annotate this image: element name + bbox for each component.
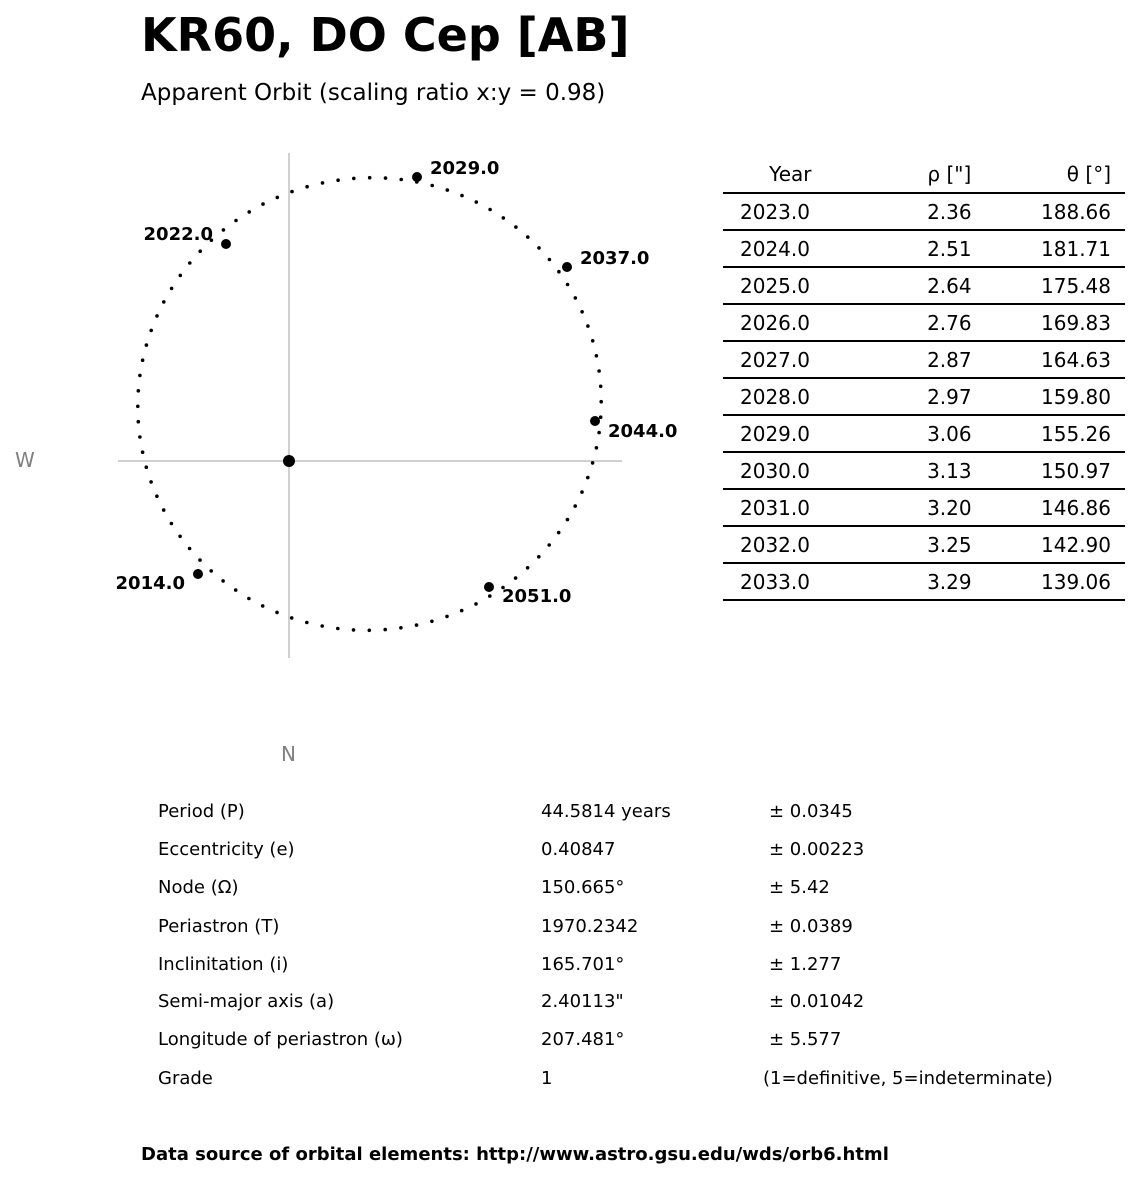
year-cell: 2023.0 (723, 193, 858, 230)
element-error: ± 0.0389 (769, 916, 853, 937)
position-angle-column-header: θ [°] (1041, 155, 1125, 193)
year-cell: 2032.0 (723, 526, 858, 563)
data-source-note: Data source of orbital elements: http://www.astro.gsu.edu/wds/orb6.html (141, 1144, 889, 1165)
element-row (0, 1068, 1141, 1098)
separation-cell: 3.13 (858, 452, 1041, 489)
element-name: Eccentricity (e) (158, 839, 295, 860)
position-angle-cell: 159.80 (1041, 378, 1125, 415)
element-row (0, 801, 1141, 831)
separation-column-header: ρ ["] (858, 155, 1041, 193)
separation-cell: 2.87 (858, 341, 1041, 378)
element-row (0, 839, 1141, 869)
epoch-label: 2044.0 (608, 421, 678, 442)
element-error: ± 0.00223 (769, 839, 865, 860)
west-direction-label: W (15, 448, 35, 472)
position-angle-cell: 181.71 (1041, 230, 1125, 267)
epoch-label: 2037.0 (580, 248, 650, 269)
element-name: Period (P) (158, 801, 245, 822)
position-angle-cell: 142.90 (1041, 526, 1125, 563)
year-cell: 2026.0 (723, 304, 858, 341)
element-error: ± 0.01042 (769, 991, 865, 1012)
year-cell: 2025.0 (723, 267, 858, 304)
year-cell: 2028.0 (723, 378, 858, 415)
page-title: KR60, DO Cep [AB] (141, 8, 630, 62)
element-row (0, 1029, 1141, 1059)
element-value: 207.481° (541, 1029, 625, 1050)
separation-cell: 3.25 (858, 526, 1041, 563)
year-cell: 2031.0 (723, 489, 858, 526)
element-value: 165.701° (541, 954, 625, 975)
element-error: ± 0.0345 (769, 801, 853, 822)
epoch-label: 2022.0 (143, 224, 213, 245)
year-cell: 2029.0 (723, 415, 858, 452)
position-angle-cell: 146.86 (1041, 489, 1125, 526)
element-error: (1=definitive, 5=indeterminate) (763, 1068, 1053, 1089)
position-angle-cell: 139.06 (1041, 563, 1125, 600)
element-row (0, 916, 1141, 946)
element-name: Periastron (T) (158, 916, 280, 937)
element-value: 2.40113" (541, 991, 624, 1012)
epoch-label: 2051.0 (502, 586, 572, 607)
year-cell: 2024.0 (723, 230, 858, 267)
separation-cell: 3.06 (858, 415, 1041, 452)
year-column-header: Year (723, 155, 858, 193)
element-row (0, 877, 1141, 907)
year-cell: 2030.0 (723, 452, 858, 489)
element-value: 1970.2342 (541, 916, 639, 937)
element-error: ± 1.277 (769, 954, 842, 975)
chart-subtitle: Apparent Orbit (scaling ratio x:y = 0.98) (141, 80, 606, 106)
element-name: Node (Ω) (158, 877, 239, 898)
element-name: Semi-major axis (a) (158, 991, 335, 1012)
position-angle-cell: 164.63 (1041, 341, 1125, 378)
position-angle-cell: 155.26 (1041, 415, 1125, 452)
element-name: Longitude of periastron (ω) (158, 1029, 403, 1050)
separation-cell: 2.76 (858, 304, 1041, 341)
year-cell: 2027.0 (723, 341, 858, 378)
element-value: 150.665° (541, 877, 625, 898)
north-direction-label: N (281, 742, 296, 766)
element-value: 0.40847 (541, 839, 616, 860)
element-error: ± 5.42 (769, 877, 830, 898)
epoch-label: 2014.0 (115, 573, 185, 594)
position-angle-cell: 150.97 (1041, 452, 1125, 489)
element-row (0, 991, 1141, 1021)
position-angle-cell: 188.66 (1041, 193, 1125, 230)
separation-cell: 2.36 (858, 193, 1041, 230)
separation-cell: 3.20 (858, 489, 1041, 526)
element-error: ± 5.577 (769, 1029, 842, 1050)
year-cell: 2033.0 (723, 563, 858, 600)
separation-cell: 2.51 (858, 230, 1041, 267)
element-name: Grade (158, 1068, 213, 1089)
element-row (0, 954, 1141, 984)
position-angle-cell: 175.48 (1041, 267, 1125, 304)
separation-cell: 2.97 (858, 378, 1041, 415)
separation-cell: 3.29 (858, 563, 1041, 600)
position-angle-cell: 169.83 (1041, 304, 1125, 341)
element-value: 1 (541, 1068, 553, 1089)
element-name: Inclinitation (i) (158, 954, 289, 975)
separation-cell: 2.64 (858, 267, 1041, 304)
element-value: 44.5814 years (541, 801, 671, 822)
epoch-label: 2029.0 (430, 158, 500, 179)
